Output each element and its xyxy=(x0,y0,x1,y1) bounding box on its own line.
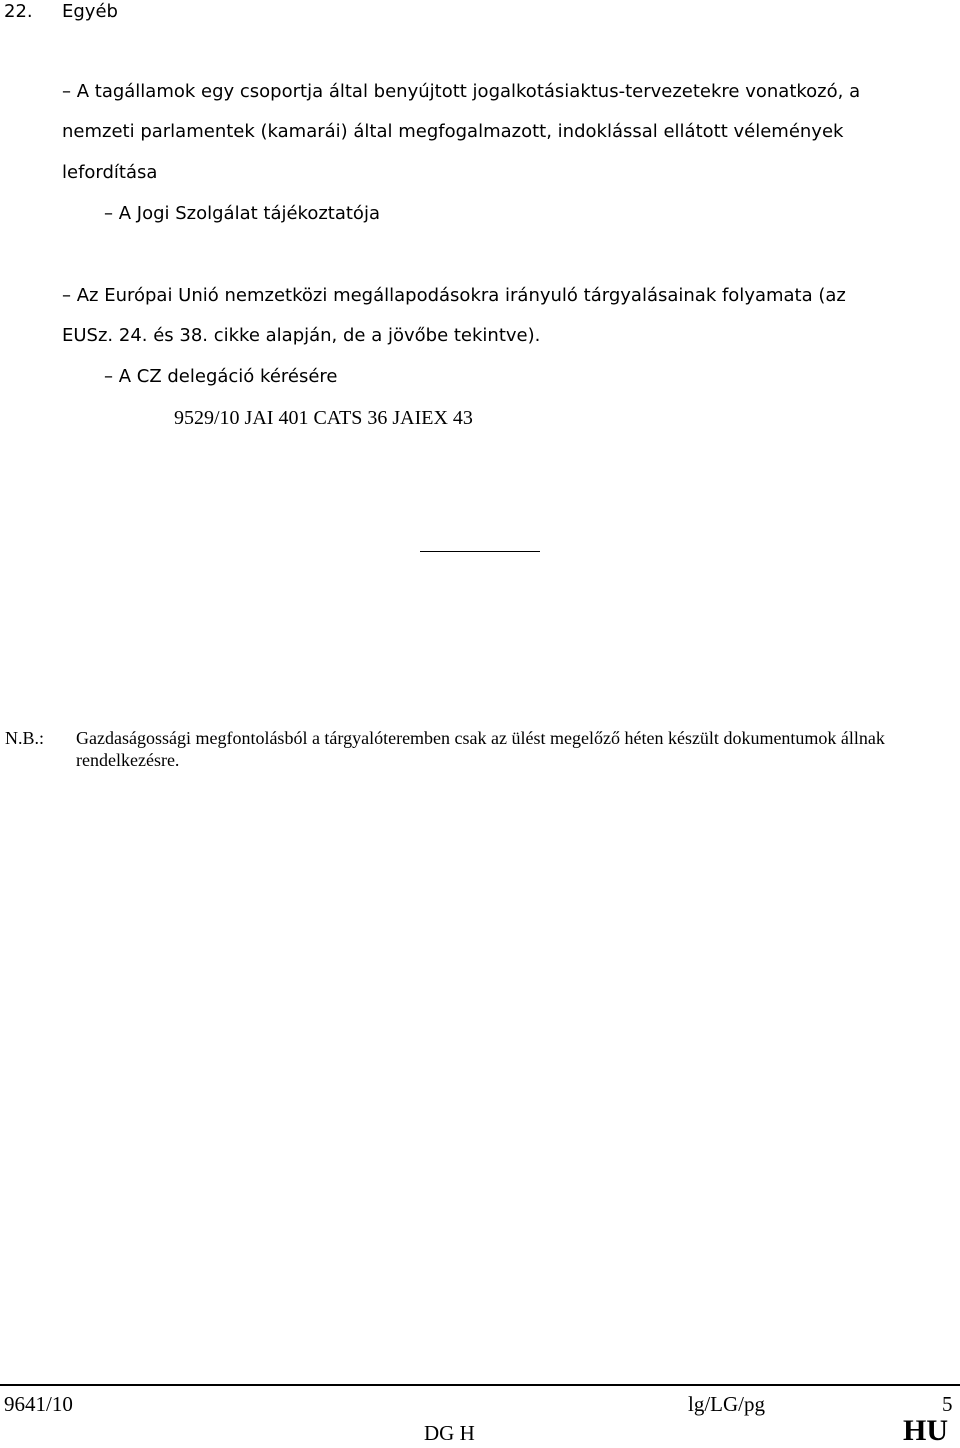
section-title: Egyéb xyxy=(62,1,118,22)
section-number: 22. xyxy=(4,1,33,22)
footer-rule xyxy=(0,1384,960,1386)
footer-page-number: 5 xyxy=(942,1392,953,1416)
footer-doc-number: 9641/10 xyxy=(4,1392,73,1416)
item-1-line-2: nemzeti parlamentek (kamarái) által megfogalmazott, indoklással ellátott vélemények xyxy=(62,121,844,142)
item-2-reference: 9529/10 JAI 401 CATS 36 JAIEX 43 xyxy=(174,407,473,429)
item-2-source: – A CZ delegáció kérésére xyxy=(104,366,338,387)
item-1-line-3: lefordítása xyxy=(62,162,158,183)
footer-dg: DG H xyxy=(424,1421,475,1445)
note-label: N.B.: xyxy=(5,728,45,748)
note-text: Gazdaságossági megfontolásból a tárgyalóteremben csak az ülést megelőző héten készült dokumentumok állnak rendelkezésre. xyxy=(76,728,885,770)
item-2-line-1: – Az Európai Unió nemzetközi megállapodásokra irányuló tárgyalásainak folyamata (az xyxy=(62,285,846,306)
item-2-line-2: EUSz. 24. és 38. cikke alapján, de a jövőbe tekintve). xyxy=(62,325,541,346)
item-1-source: – A Jogi Szolgálat tájékoztatója xyxy=(104,203,380,224)
footer-reference: lg/LG/pg xyxy=(688,1392,765,1416)
footer-language: HU xyxy=(903,1414,948,1447)
divider xyxy=(420,551,540,552)
item-1-line-1: – A tagállamok egy csoportja által benyújtott jogalkotásiaktus-tervezetekre vonatkozó, a xyxy=(62,81,861,102)
